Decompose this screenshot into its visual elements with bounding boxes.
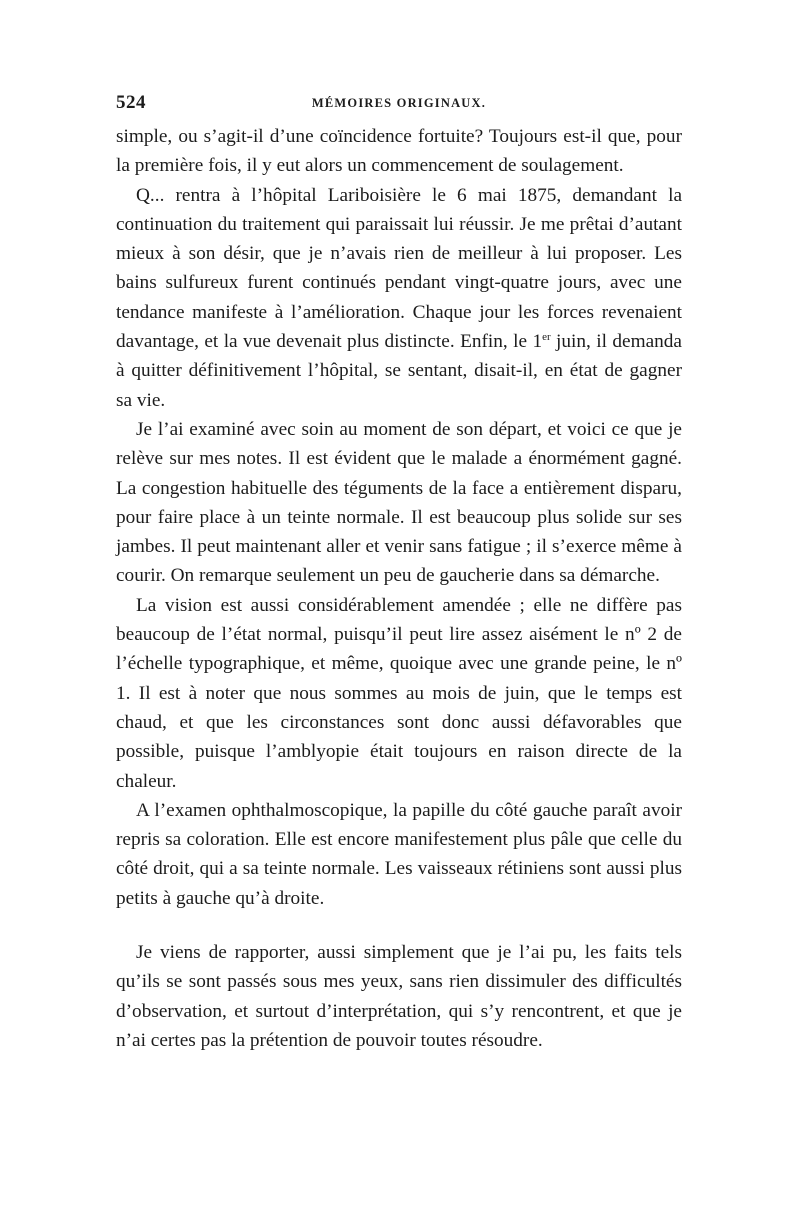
page-number: 524 bbox=[116, 92, 146, 113]
paragraph-2: Q... rentra à l’hôpital Lariboisière le 6 mai 1875, demandant la continuation du traitement qui paraissait lui réussir. Je me prêtai d’autant mieux à son désir, que je n’avais rien de meilleur à lui proposer. Les bains sulfureux furent continués pendant vingt-quatre jours, avec une tendance manifeste à l’amélioration. Chaque jour les forces revenaient davantage, et la vue devenait plus distincte. Enfin, le 1er juin, il demanda à quitter définitivement l’hôpital, se sentant, disait-il, en état de gagner sa vie. bbox=[116, 184, 682, 411]
paragraph-5: A l’examen ophthalmoscopique, la papille du côté gauche paraît avoir repris sa coloration. Elle est encore manifestement plus pâle que celle du côté droit, qui a sa teinte normale. Les vaisseaux rétiniens sont aussi plus petits à gauche qu’à droite. bbox=[116, 799, 682, 909]
section-spacer bbox=[116, 913, 682, 938]
paragraph-6: Je viens de rapporter, aussi simplement que je l’ai pu, les faits tels qu’ils se sont passés sous mes yeux, sans rien dissimuler des difficultés d’observation, et surtout d’interprétation, qui s’y rencontrent, et que je n’ai certes pas la prétention de pouvoir toutes résoudre. bbox=[116, 942, 682, 1051]
body-text bbox=[116, 122, 682, 1055]
paragraph-3: Je l’ai examiné avec soin au moment de son départ, et voici ce que je relève sur mes notes. Il est évident que le malade a énormément gagné. La congestion habituelle des téguments de la face a entièrement disparu, pour faire place à un teinte normale. Il est beaucoup plus solide sur ses jambes. Il peut maintenant aller et venir sans fatigue ; il s’exerce même à courir. On remarque seulement un peu de gaucherie dans sa démarche. bbox=[116, 418, 682, 587]
paragraph-1: simple, ou s’agit-il d’une coïncidence fortuite? Toujours est-il que, pour la première fois, il y eut alors un commencement de soulagement. bbox=[116, 126, 682, 177]
paragraph-4: La vision est aussi considérablement amendée ; elle ne diffère pas beaucoup de l’état normal, puisqu’il peut lire assez aisément le nº 2 de l’échelle typographique, et même, quoique avec une grande peine, le nº 1. Il est à noter que nous sommes au mois de juin, que le temps est chaud, et que les circonstances sont donc aussi défavorables que possible, puisque l’amblyopie était toujours en raison directe de la chaleur. bbox=[116, 594, 682, 792]
ordinal-superscript: er bbox=[542, 331, 551, 344]
book-page bbox=[116, 92, 682, 1055]
running-title: MÉMOIRES ORIGINAUX. bbox=[311, 96, 487, 110]
page-header bbox=[116, 92, 682, 120]
